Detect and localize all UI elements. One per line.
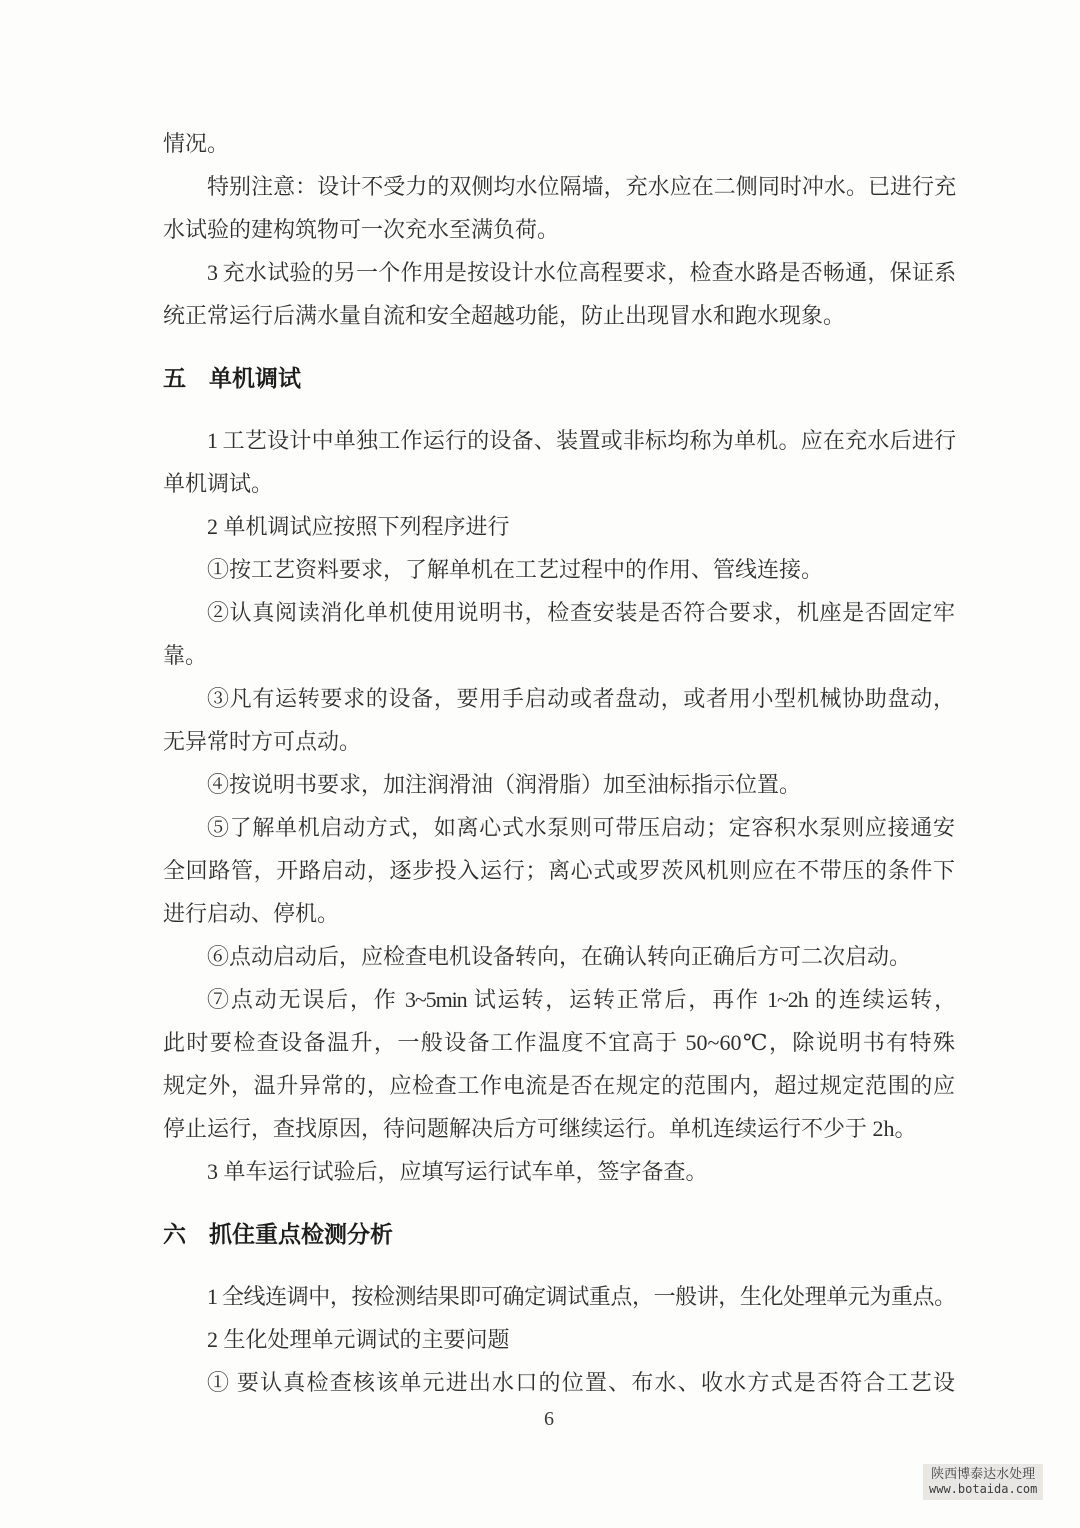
text-line: ① 要认真检查核该单元进出水口的位置、布水、收水方式是否符合工艺设 [207, 1370, 955, 1395]
text-line: 单机调试。 [163, 471, 274, 496]
text-line: 特别注意：设计不受力的双侧均水位隔墙，充水应在二侧同时冲水。已进行充 [207, 174, 955, 199]
text-line: ④按说明书要求，加注润滑油（润滑脂）加至油标指示位置。 [207, 772, 802, 797]
text-line: 2 生化处理单元调试的主要问题 [207, 1327, 510, 1352]
text-line: ③凡有运转要求的设备，要用手启动或者盘动，或者用小型机械协助盘动， [207, 686, 955, 711]
text-line: 水试验的建构筑物可一次充水至满负荷。 [163, 217, 560, 242]
text-line: 1 全线连调中，按检测结果即可确定调试重点，一般讲，生化处理单元为重点。 [207, 1284, 955, 1309]
text-line: 规定外，温升异常的，应检查工作电流是否在规定的范围内，超过规定范围的应 [163, 1073, 955, 1098]
text-line: 3 单车运行试验后，应填写运行试车单，签字备查。 [207, 1159, 708, 1184]
watermark [923, 1464, 1043, 1500]
text-line: ⑦点动无误后，作 3~5min 试运转，运转正常后，再作 1~2h 的连续运转， [207, 987, 955, 1012]
text-line: 1 工艺设计中单独工作运行的设备、装置或非标均称为单机。应在充水后进行 [207, 428, 955, 453]
watermark-company-name: 陕西博泰达水处理 [931, 1467, 1036, 1482]
text-line: 无异常时方可点动。 [163, 729, 362, 754]
text-line: 2 单机调试应按照下列程序进行 [207, 514, 510, 539]
text-line: ⑥点动启动后，应检查电机设备转向，在确认转向正确后方可二次启动。 [207, 944, 912, 969]
page-content [163, 122, 955, 1404]
text-line: ②认真阅读消化单机使用说明书，检查安装是否符合要求，机座是否固定牢 [207, 600, 955, 625]
text-line: 停止运行，查找原因，待问题解决后方可继续运行。单机连续运行不少于 2h。 [163, 1116, 917, 1141]
section-heading: 六 抓住重点检测分析 [163, 1221, 393, 1247]
page-number: 6 [544, 1408, 554, 1430]
section-heading: 五 单机调试 [163, 365, 301, 391]
text-line: 统正常运行后满水量自流和安全超越功能，防止出现冒水和跑水现象。 [163, 303, 846, 328]
text-line: 情况。 [163, 131, 230, 156]
text-line: 进行启动、停机。 [163, 901, 340, 926]
text-line: 3 充水试验的另一个作用是按设计水位高程要求，检查水路是否畅通，保证系 [207, 260, 955, 285]
watermark-url: www.botaida.com [929, 1482, 1038, 1496]
text-line: ⑤了解单机启动方式，如离心式水泵则可带压启动；定容积水泵则应接通安 [207, 815, 955, 840]
text-line: ①按工艺资料要求，了解单机在工艺过程中的作用、管线连接。 [207, 557, 824, 582]
text-line: 靠。 [163, 643, 208, 668]
text-line: 此时要检查设备温升，一般设备工作温度不宜高于 50~60℃，除说明书有特殊 [163, 1030, 955, 1055]
text-line: 全回路管，开路启动，逐步投入运行；离心式或罗茨风机则应在不带压的条件下 [163, 858, 955, 883]
